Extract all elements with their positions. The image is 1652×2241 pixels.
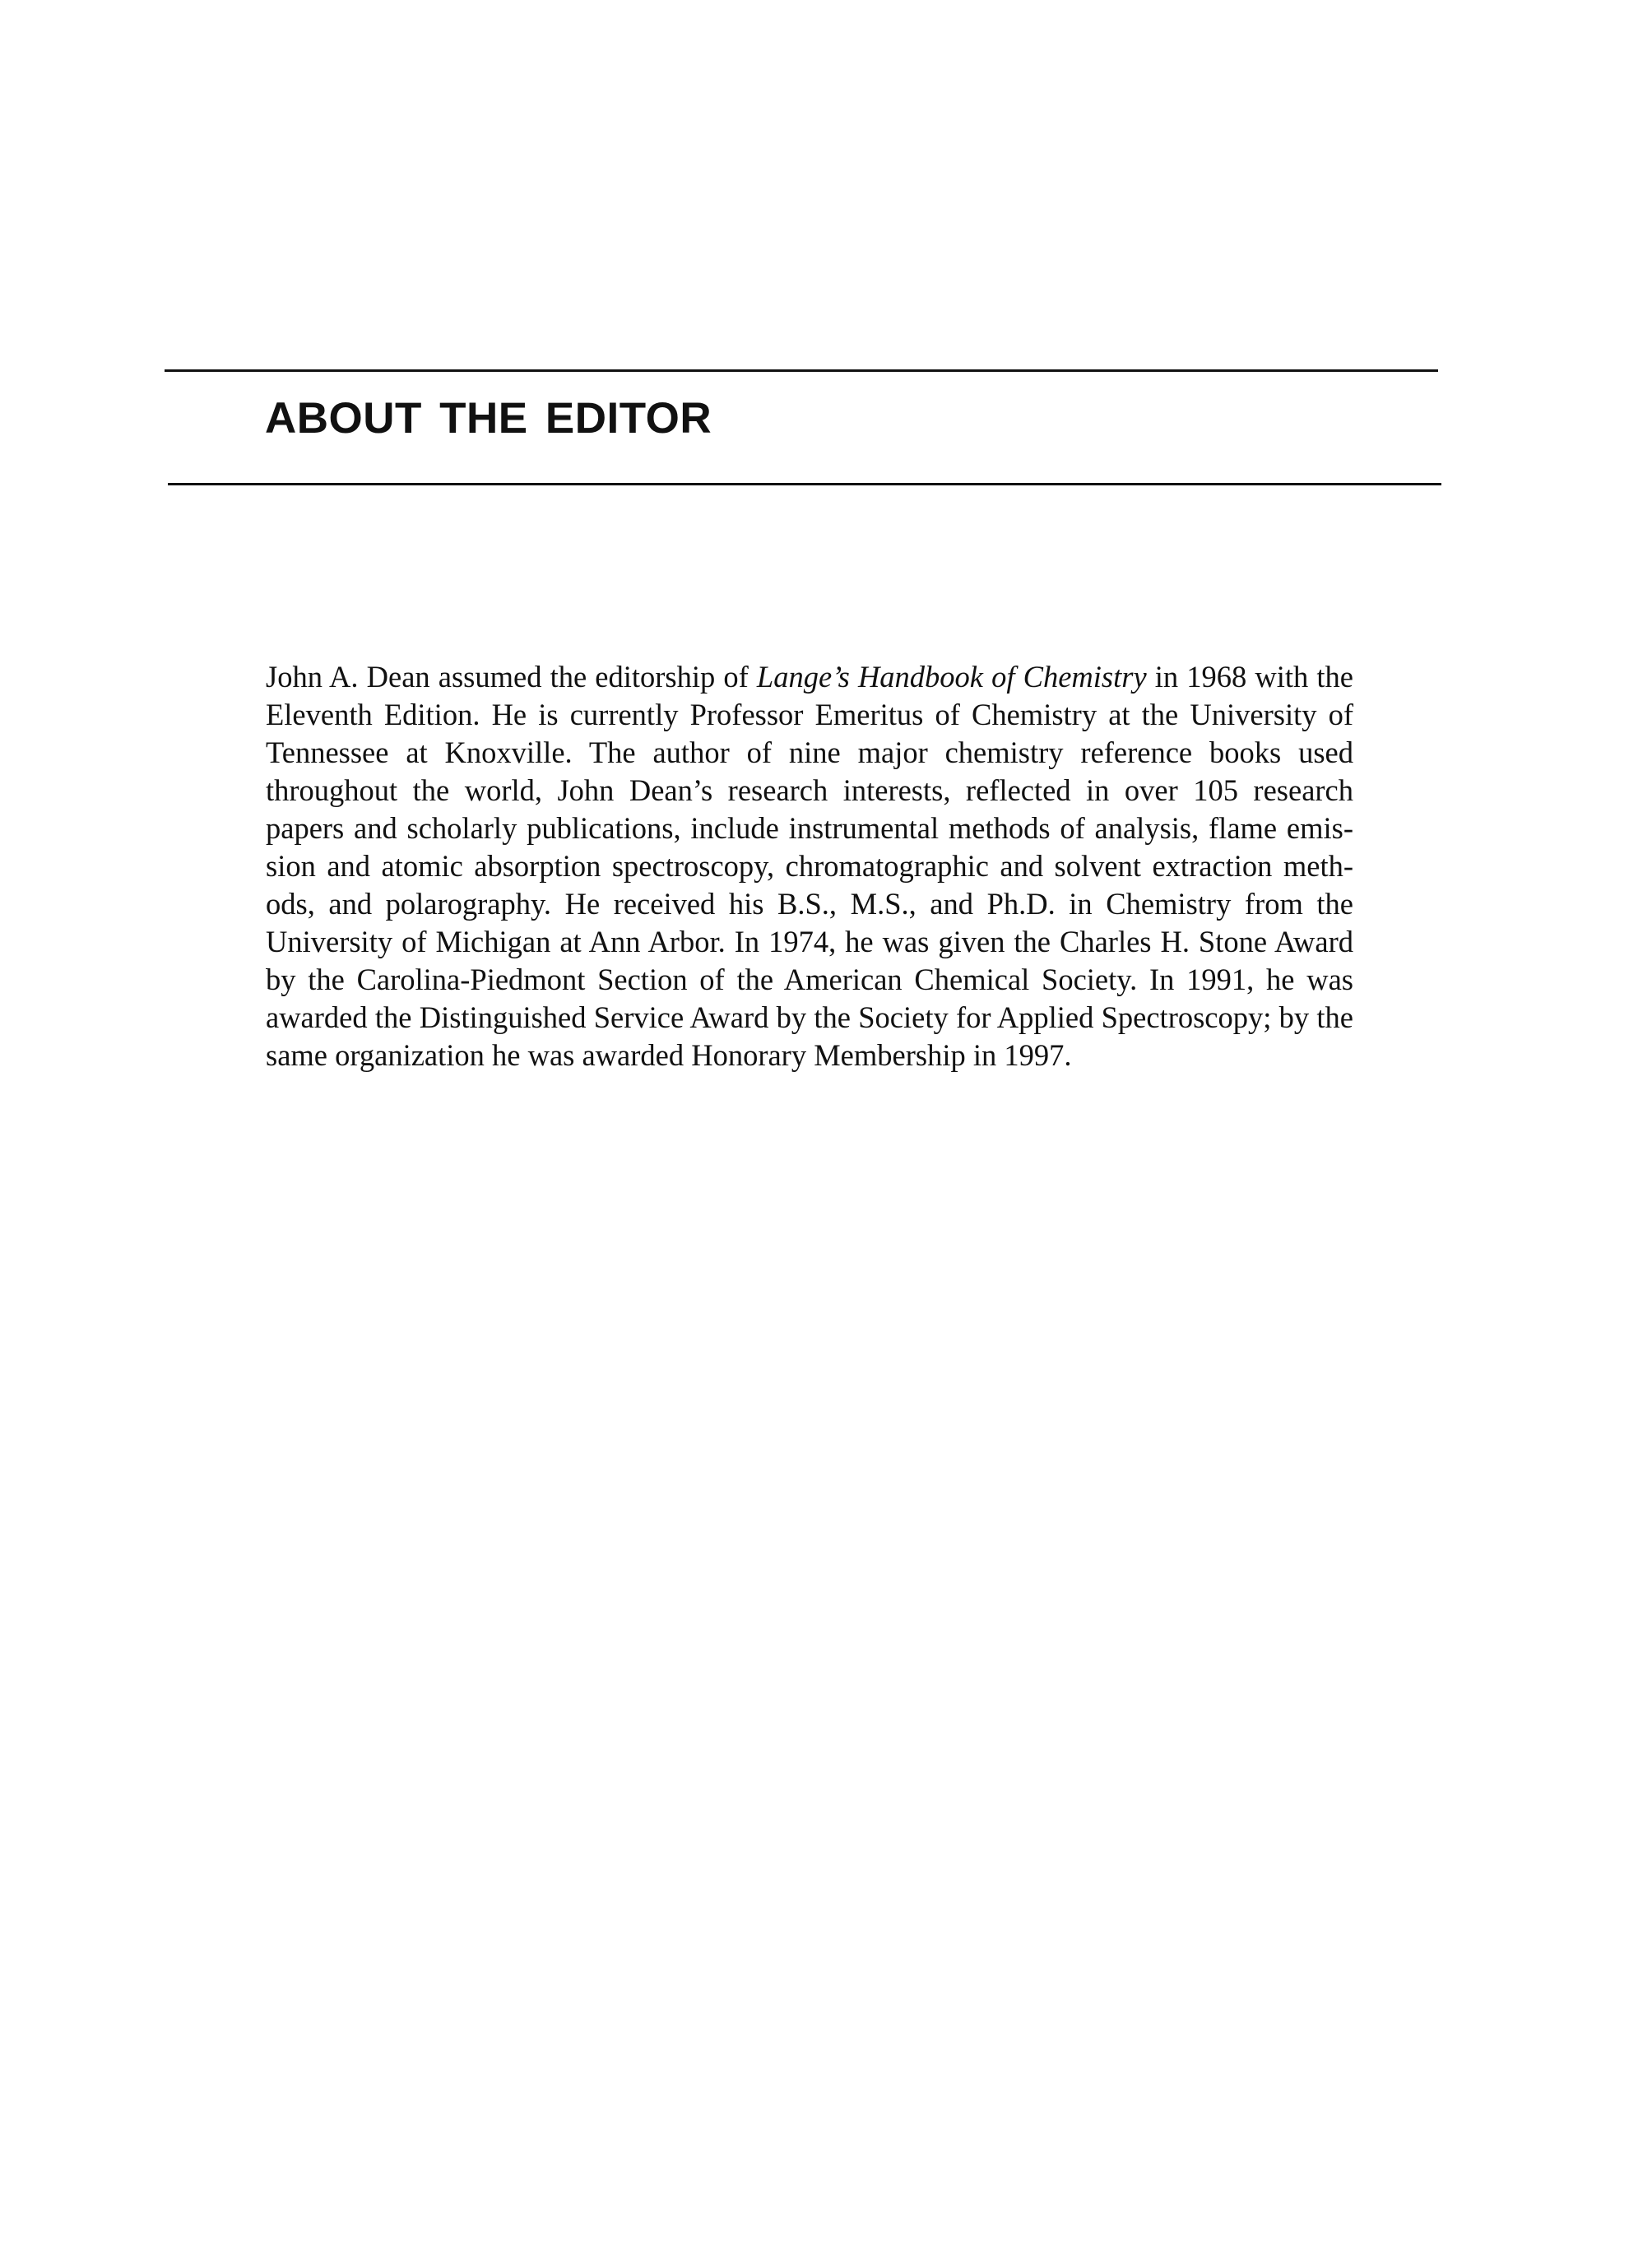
editor-biography <box>266 658 1353 1074</box>
bottom-rule <box>168 483 1441 485</box>
top-rule <box>165 369 1438 372</box>
book-title: Lange’s Handbook of Chemistry <box>756 660 1147 694</box>
biography-rest: in 1968 with the Eleventh Edition. He is currently Professor Emeritus of Chemistry at the University of Tennessee at Knoxville. The author of nine major chemistry reference books used throughout the world, John Dean’s research interests, reflected in over 105 research papers and scholarly publications, include instrumental methods of analysis, flame emission and atomic absorption spectroscopy, chromatographic and solvent extraction methods, and polarography. He received his B.S., M.S., and Ph.D. in Chemistry from the University of Michigan at Ann Arbor. In 1974, he was given the Charles H. Stone Award by the Carolina-Piedmont Section of the American Chemical Society. In 1991, he was awarded the Distinguished Service Award by the Society for Applied Spectroscopy; by the same organization he was awarded Honorary Membership in 1997. <box>266 660 1354 1072</box>
biography-intro: John A. Dean assumed the editorship of <box>266 660 757 694</box>
page-title: ABOUT THE EDITOR <box>265 394 712 443</box>
